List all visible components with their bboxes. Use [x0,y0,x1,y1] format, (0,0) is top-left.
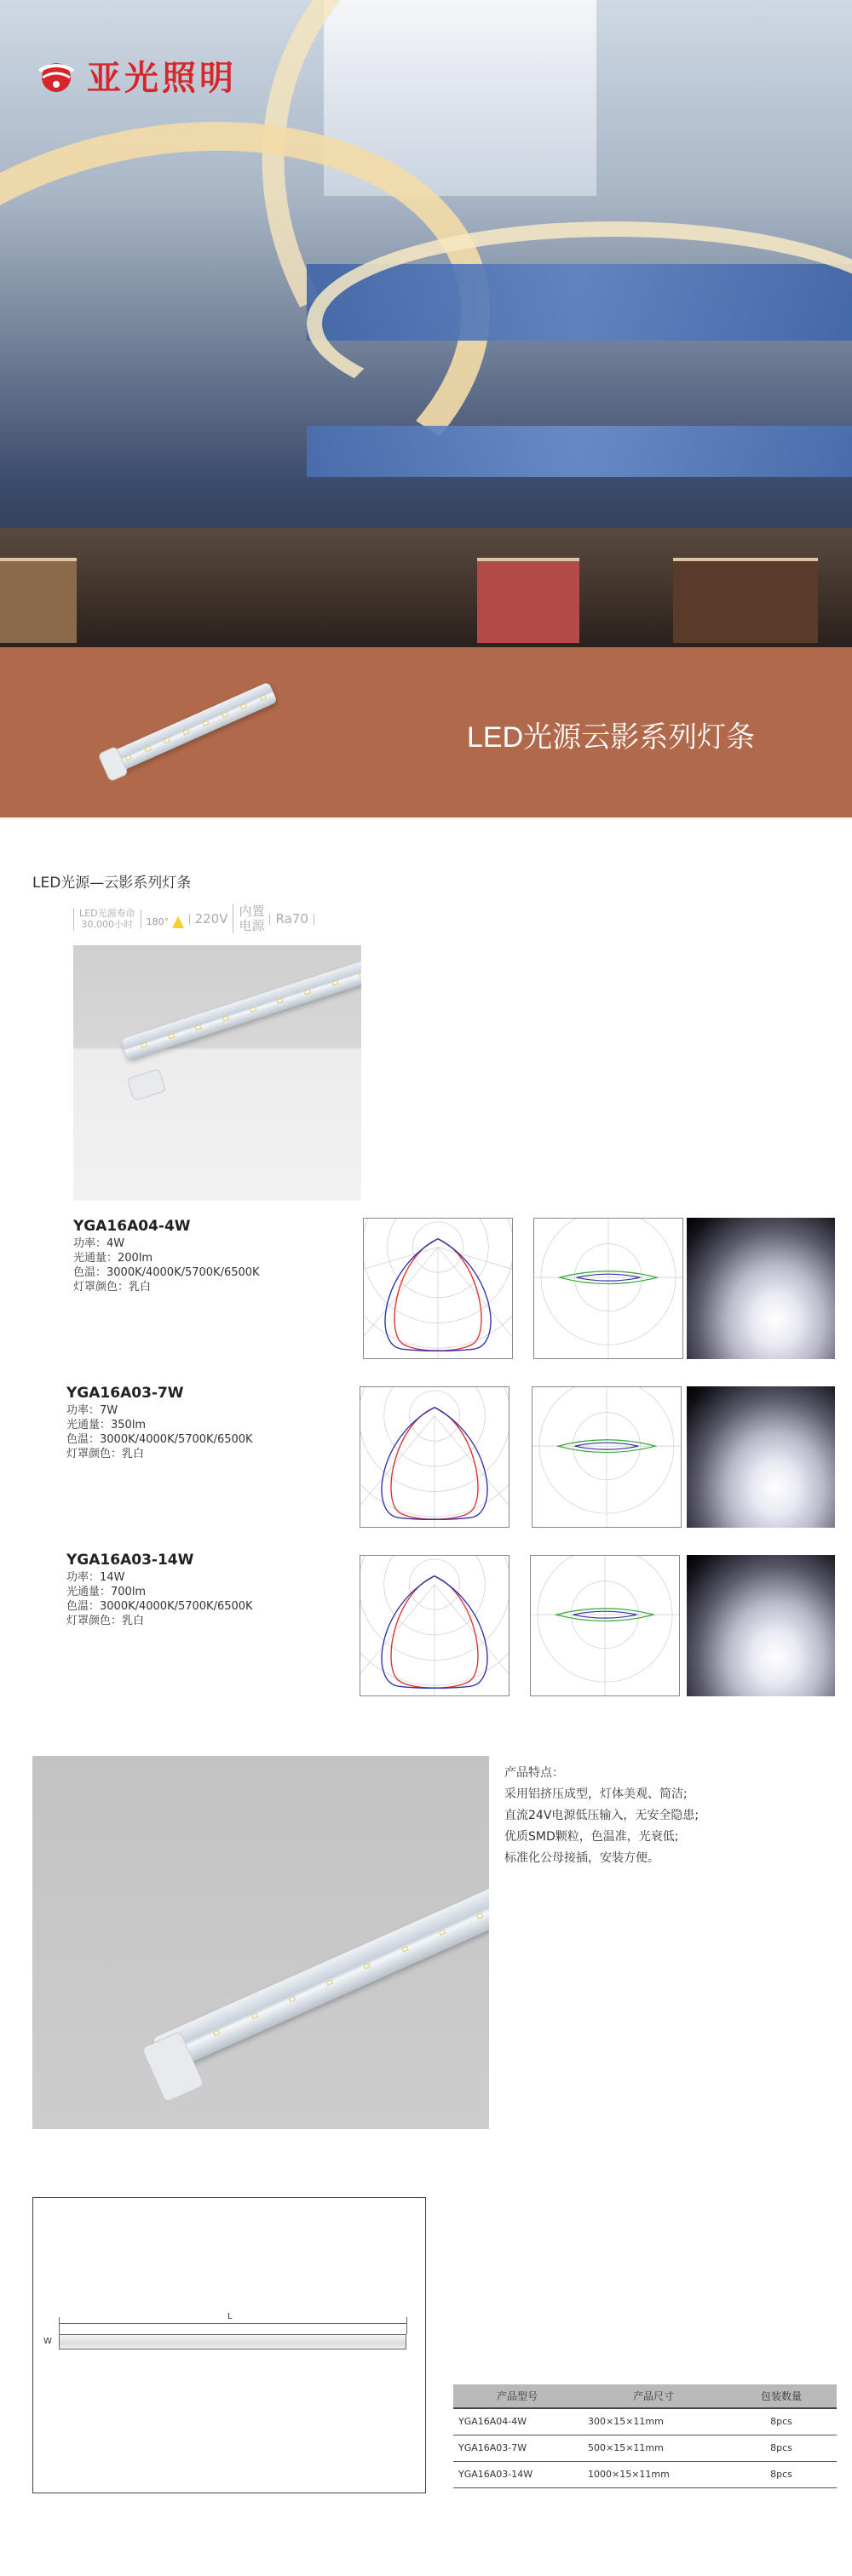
shop-front [0,558,77,643]
spec-cover: 灯罩颜色：乳白 [66,1615,145,1627]
beam-angle-value: 180° [146,916,170,927]
cell-model: YGA16A03-14W [453,2461,581,2487]
shop-front [673,558,818,643]
cell-qty: 8pcs [726,2408,837,2435]
beam-effect-photo [687,1555,835,1696]
feature-item: 标准化公母接插，安装方便。 [504,1851,659,1865]
spec-power: 功率：4W [73,1237,125,1250]
spec-cover: 灯罩颜色：乳白 [73,1281,152,1294]
cell-size: 500×15×11mm [581,2435,726,2461]
col-size: 产品尺寸 [581,2384,726,2408]
product-block [0,1383,852,1528]
table-row [453,2461,837,2487]
cell-qty: 8pcs [726,2461,837,2487]
product-closeup-photo [32,1756,489,2129]
length-dimension-line [59,2323,406,2324]
strip-outline [59,2334,406,2349]
col-model: 产品型号 [453,2384,581,2408]
logo-icon [34,59,78,93]
cell-model: YGA16A04-4W [453,2408,581,2435]
length-label: L [227,2312,233,2321]
title-banner [0,647,852,818]
isolux-chart [533,1218,683,1359]
features-heading: 产品特点： [504,1766,564,1780]
light-cone-icon [172,916,184,928]
table-row [453,2408,837,2435]
feature-item: 采用铝挤压成型，灯体美观、简洁; [504,1787,688,1801]
polar-distribution-chart [360,1555,509,1696]
product-block [0,1550,852,1695]
voltage-badge: 220V [189,914,233,925]
product-block [0,1216,852,1361]
banner-title: LED光源云影系列灯条 [467,721,756,754]
spec-flux: 光通量：200lm [73,1252,153,1265]
cell-qty: 8pcs [726,2435,837,2461]
product-model: YGA16A04-4W [73,1218,191,1235]
lifespan-label: LED光源寿命 [79,908,135,919]
spec-cover: 灯罩颜色：乳白 [66,1448,145,1460]
product-model: YGA16A03-14W [66,1552,194,1569]
polar-distribution-chart [363,1218,513,1359]
cell-size: 300×15×11mm [581,2408,726,2435]
spec-cct: 色温：3000K/4000K/5700K/6500K [66,1433,253,1446]
beam-effect-photo [687,1218,835,1359]
spec-table [453,2384,837,2488]
product-specs [73,1236,260,1294]
table-row [453,2435,837,2461]
led-strip-image [101,671,284,788]
beam-angle-badge [141,909,189,928]
cell-size: 1000×15×11mm [581,2461,726,2487]
section-title: LED光源—云影系列灯条 [32,875,192,892]
spec-cct: 色温：3000K/4000K/5700K/6500K [73,1266,260,1279]
spec-cct: 色温：3000K/4000K/5700K/6500K [66,1600,253,1613]
brand-logo[interactable] [34,51,237,100]
col-qty: 包装数量 [726,2384,837,2408]
spec-power: 功率：7W [66,1404,118,1417]
feature-item: 优质SMD颗粒，色温准，光衰低; [504,1830,679,1844]
dimension-tick [59,2317,60,2334]
brand-name: 亚光照明 [87,58,237,98]
cell-model: YGA16A03-7W [453,2435,581,2461]
table-header-row [453,2384,837,2408]
spec-flux: 光通量：700lm [66,1586,147,1598]
shop-front [477,558,579,643]
isolux-chart [532,1386,682,1528]
spec-power: 功率：14W [66,1571,125,1584]
hero-image [0,0,852,647]
product-specs [66,1403,253,1461]
feature-icons [73,903,314,935]
product-photo [73,945,361,1201]
product-model: YGA16A03-7W [66,1385,184,1402]
beam-effect-photo [687,1386,835,1528]
feature-item: 直流24V电源低压输入，无安全隐患; [504,1809,699,1822]
lifespan-badge [73,908,141,930]
product-specs [66,1570,253,1628]
driver-line-2: 电源 [239,918,265,933]
ra-badge: Ra70 [269,914,314,925]
lifespan-hours: 30,000小时 [81,919,134,930]
polar-distribution-chart [360,1386,509,1528]
glass-railing [307,426,852,477]
product-features [504,1763,699,1869]
driver-line-1: 内置 [239,904,265,919]
dimension-drawing [32,2197,426,2493]
width-label: W [43,2337,52,2346]
isolux-chart [530,1555,680,1696]
dimension-tick [406,2317,407,2334]
driver-badge [233,904,269,933]
spec-flux: 光通量：350lm [66,1419,147,1431]
